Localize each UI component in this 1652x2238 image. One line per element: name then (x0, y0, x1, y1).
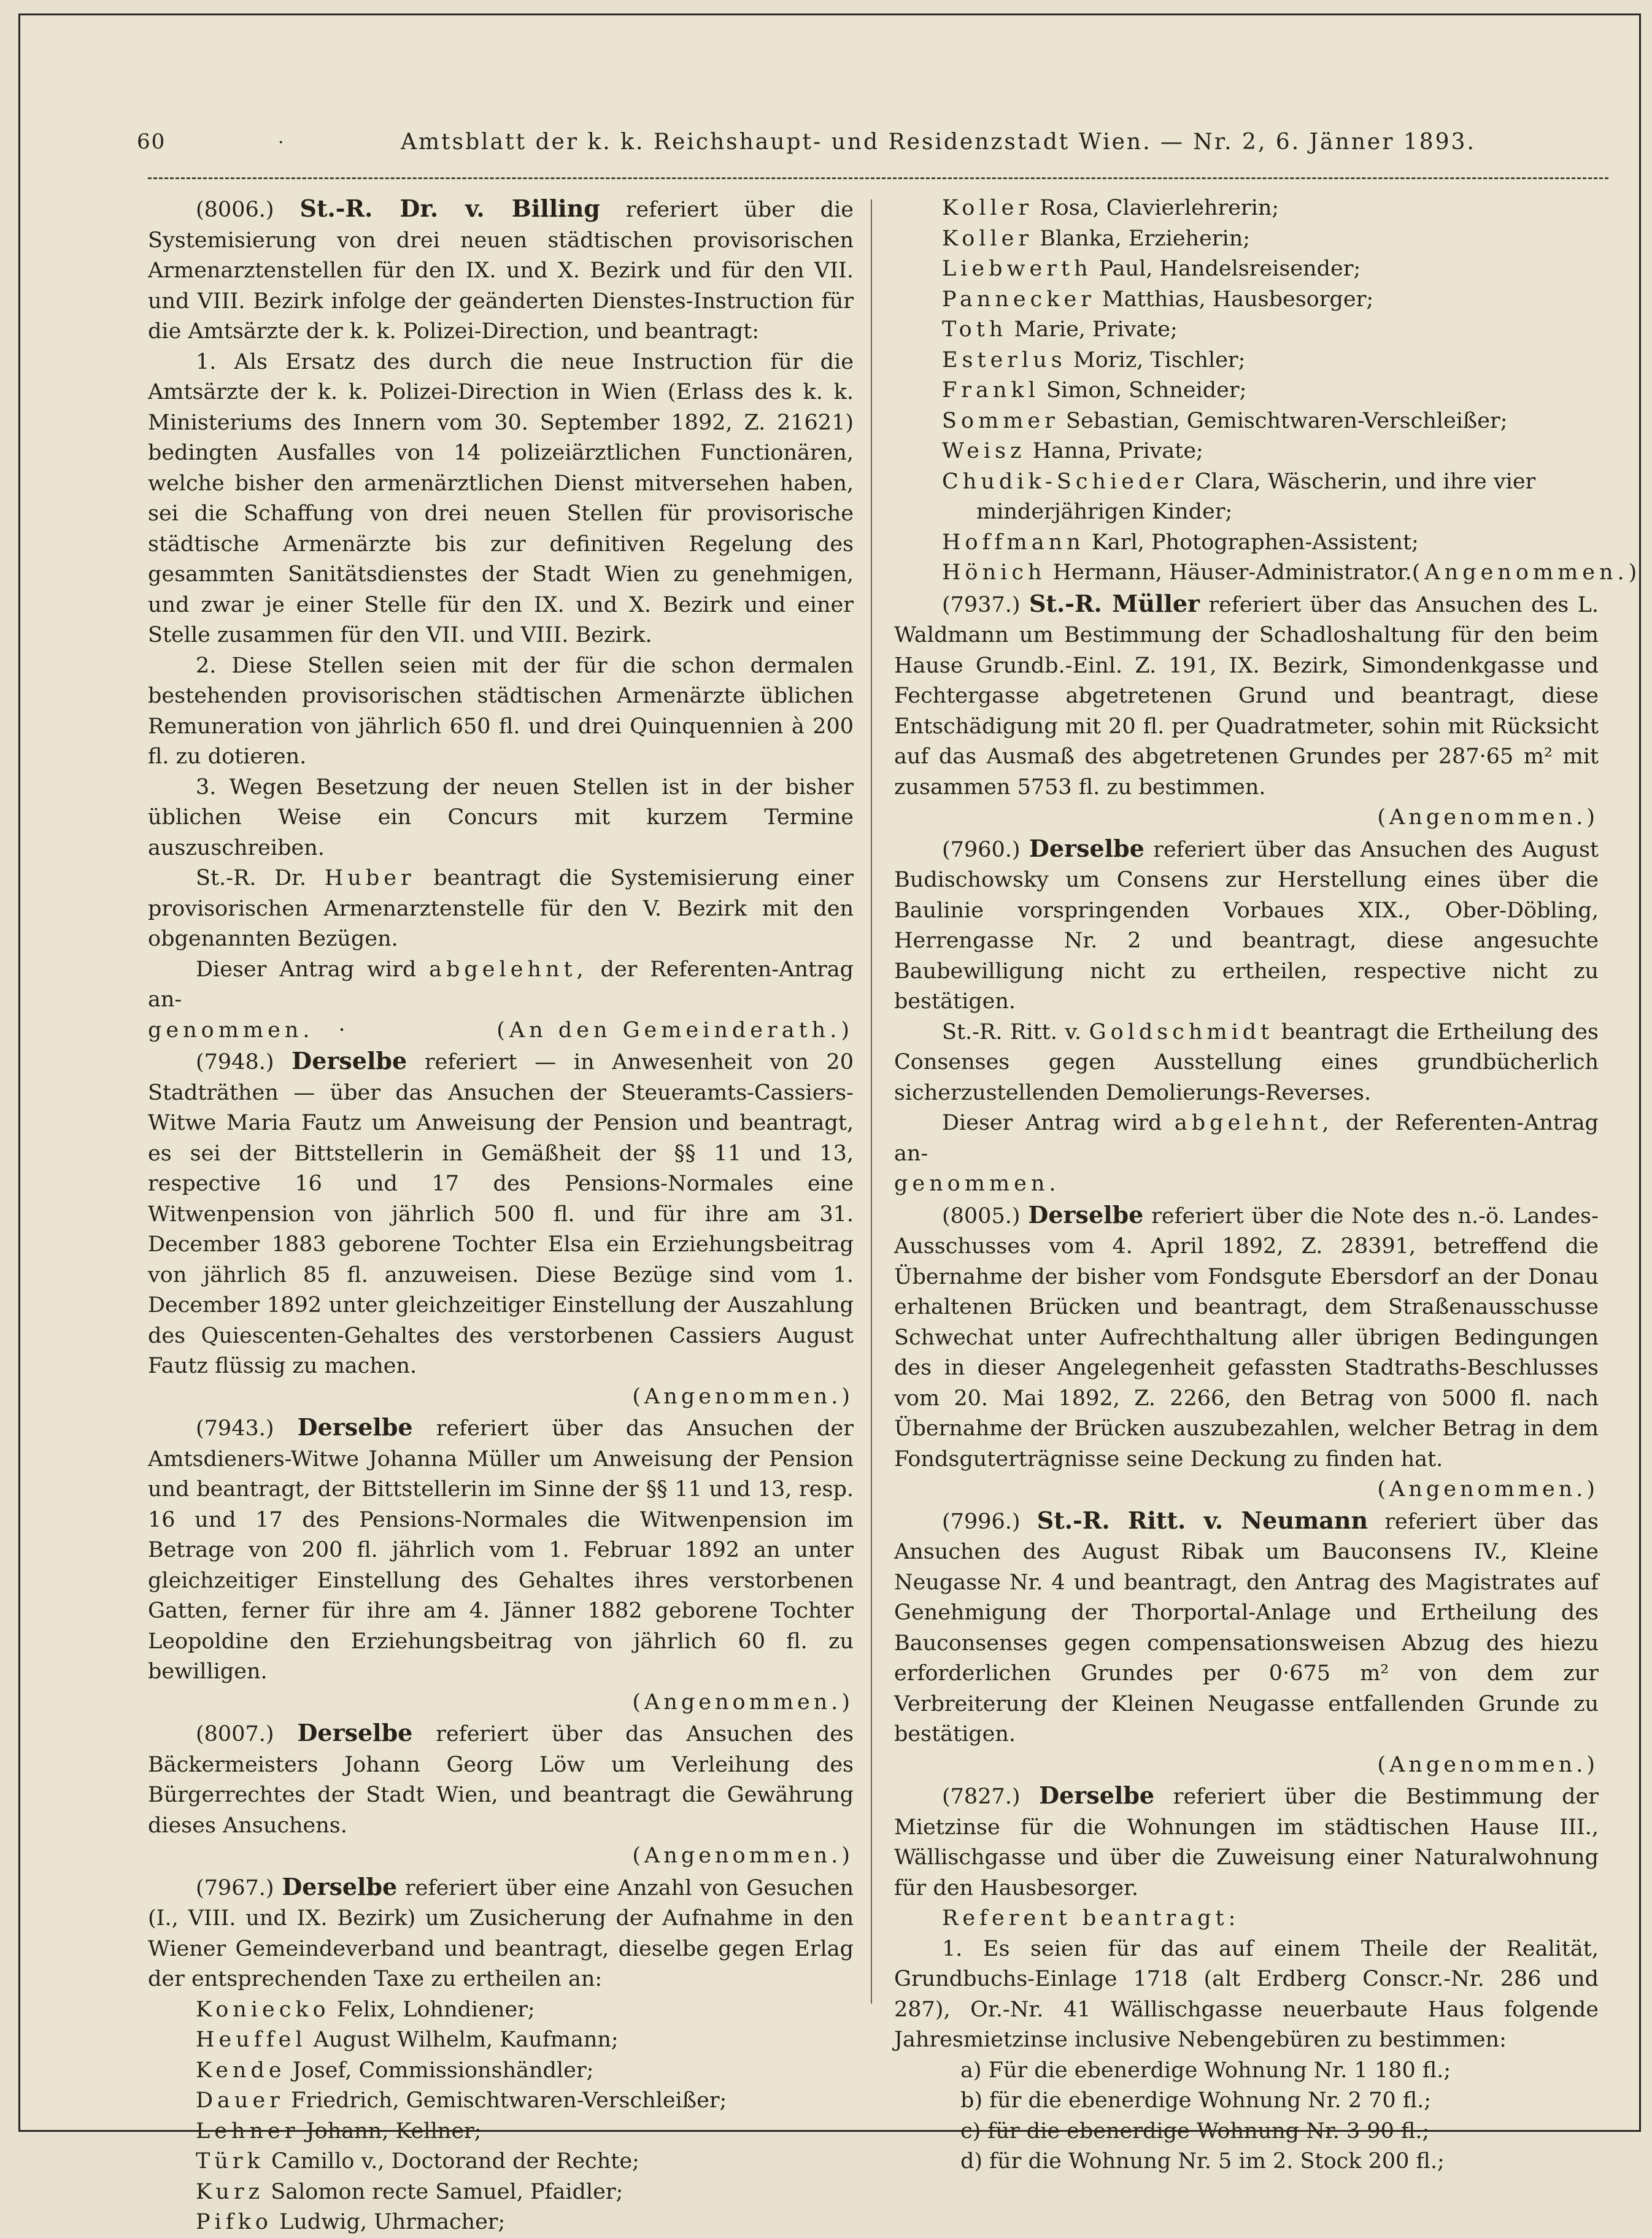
speaker: Derselbe (297, 1719, 413, 1746)
item-8006-point-3: 3. Wegen Besetzung der neuen Stellen ist in der bisher üblichen Weise ein Concurs mit kurzem Termine auszuschreiben. (148, 774, 854, 860)
page-sheet (18, 14, 1642, 2234)
name-entry: Chudik-Schieder Clara, Wäscherin, und ihre vier minderjährigen Kinder; (942, 469, 1536, 524)
speaker: Derselbe (291, 1047, 407, 1075)
item-7943: (7943.) Derselbe referiert über das Ansuchen der Amtsdieners-Witwe Johanna Müller um Anweisung der Pension und beantragt, der Bittstellerin im Sinne der §§ 11 und 13, resp. 16 und 17 des Pensions-Normales die Witwenpension im Betrage von 200 fl. jährlich vom 1. Februar 1892 an unter gleichzeitiger Einstellung des Gehaltes ihres verstorbenen Gatten, ferner für ihre am 4. Jänner 1882 geborene Tochter Leopoldine den Erziehungsbeitrag von jährlich 60 fl. zu bewilligen. (148, 1413, 854, 1684)
names-note: (Angenommen.) (1411, 560, 1642, 585)
name-entry: Sommer Sebastian, Gemischtwaren-Verschleißer; (942, 408, 1508, 433)
item-7937: (7937.) St.-R. Müller referiert über das Ansuchen des L. Waldmann um Bestimmung der Schadloshaltung für den beim Hause Grundb.-Einl. Z. 191, IX. Bezirk, Simondenkgasse und Fechtergasse abgetretenen Grund und beantragt, diese Entschädigung mit 20 fl. per Quadratmeter, sohin mit Rücksicht auf das Ausmaß des abgetretenen Grundes per 287·65 m² mit zusammen 5753 fl. zu bestimmen. (894, 589, 1599, 800)
name-entry: Koller Blanka, Erzieherin; (942, 226, 1251, 251)
rent-entry: a) Für die ebenerdige Wohnung Nr. 1 180 fl.; (960, 2058, 1451, 2083)
name-entry: Kende Josef, Commissionshändler; (196, 2058, 594, 2083)
name-entry: Koller Rosa, Clavierlehrerin; (942, 196, 1280, 220)
item-8007: (8007.) Derselbe referiert über das Ansuchen des Bäckermeisters Johann Georg Löw um Verleihung des Bürgerrechtes der Stadt Wien, und beantragt die Gewährung dieses Ansuchens. (148, 1719, 854, 1838)
speaker: Derselbe (282, 1872, 398, 1900)
name-entry: Liebwerth Paul, Handelsreisender; (942, 257, 1361, 281)
note-7948: (Angenommen.) (632, 1384, 854, 1409)
rent-entry: b) für die ebenerdige Wohnung Nr. 2 70 fl.; (960, 2088, 1432, 2113)
item-8006-point-1: 1. Als Ersatz des durch die neue Instruction für die Amtsärzte der k. k. Polizei-Direction in Wien (Erlass des k. k. Ministeriums des Innern vom 30. September 1892, Z. 21621) bedingten Ausfalles von 14 polizeiärztlichen Functionären, welche bisher den armenärztlichen Dienst mitversehen haben, sei die Schaffung von drei neuen Stellen für provisorische städtische Armenärzte bis zur definitiven Regelung des gesammten Sanitätsdienstes der Stadt Wien zu genehmigen, und zwar je einer Stelle für den IX. und X. Bezirk und einer Stelle zusammen für den VII. und VIII. Bezirk. (148, 349, 854, 647)
item-8006: (8006.) St.-R. Dr. v. Billing referiert über die Systemisierung von drei neuen städtischen provisorischen Armenarztenstellen für den IX. und X. Bezirk und für den VII. und VIII. Bezirk infolge der geänderten Dienstes-Instruction für die Amtsärzte der k. k. Polizei-Direction, und beantragt: (148, 195, 854, 344)
note-8007: (Angenommen.) (632, 1843, 854, 1868)
item-8006-point-2: 2. Diese Stellen seien mit der für die schon dermalen bestehenden provisorischen städtischen Armenärzte üblichen Remuneration von jährlich 650 fl. und drei Quinquennien à 200 fl. zu dotieren. (148, 653, 854, 769)
column-divider (871, 199, 872, 2004)
name-entry: Esterlus Moriz, Tischler; (942, 347, 1246, 372)
note-7937: (Angenommen.) (1377, 805, 1599, 830)
speaker: St.-R. Dr. v. Billing (299, 195, 600, 222)
item-7996: (7996.) St.-R. Ritt. v. Neumann referiert über das Ansuchen des August Ribak um Bauconsens IV., Kleine Neugasse Nr. 4 und beantragt, den Antrag des Magistrates auf Genehmigung der Thorportal-Anlage und Ertheilung des Bauconsenses gegen compensationsweisen Abzug des hiezu erforderlichen Grundes per 0·675 m² von dem zur Verbreiterung der Kleinen Neugasse entfallenden Grunde zu bestätigen. (894, 1506, 1599, 1746)
goldschmidt-motion: St.-R. Ritt. v. Goldschmidt beantragt die Ertheilung des Consenses gegen Ausstellung eines grundbücherlich sicherzustellenden Demolierungs-Reverses. (894, 1019, 1599, 1105)
huber-motion: St.-R. Dr. Huber beantragt die Systemisierung einer provisorischen Armenarztenstelle für den V. Bezirk mit den obgenannten Bezügen. (148, 866, 854, 951)
name-entry: Türk Camillo v., Doctorand der Rechte; (196, 2149, 639, 2174)
decision: Dieser Antrag wird abgelehnt, der Referenten-Antrag an- (148, 957, 854, 1012)
name-entry: Hönich Hermann, Häuser-Administrator. (Angenommen.) (894, 558, 1599, 588)
name-entry: Heuffel August Wilhelm, Kaufmann; (196, 2028, 619, 2052)
rent-entry: d) für die Wohnung Nr. 5 im 2. Stock 200 fl.; (960, 2149, 1445, 2174)
name-entry: Pannecker Matthias, Hausbesorger; (942, 287, 1374, 312)
speaker: St.-R. Ritt. v. Neumann (1036, 1506, 1368, 1534)
item-8005: (8005.) Derselbe referiert über die Note des n.-ö. Landes-Ausschusses vom 4. April 1892, Z. 28391, betreffend die Übernahme der bisher vom Fondsgute Ebersdorf an der Donau erhaltenen Brücken und beantragt, dem Straßenausschusse Schwechat unter Aufrechthaltung aller übrigen Bedingungen des in dieser Angelegenheit gefassten Stadtraths-Beschlusses vom 20. Mai 1892, Z. 2266, den Betrag von 5000 fl. nach Übernahme der Brücken auszubezahlen, welcher Betrag in dem Fondsguterträgnisse seine Deckung zu finden hat. (894, 1200, 1599, 1472)
decision-note: (An den Gemeinderath.) (496, 1017, 854, 1043)
name-entry: Hoffmann Karl, Photographen-Assistent; (942, 530, 1419, 555)
decision-end: genommen. · (An den Gemeinderath.) (148, 1016, 854, 1046)
decision: Dieser Antrag wird abgelehnt, der Referenten-Antrag an- (894, 1111, 1599, 1166)
name-entry: Pifko Ludwig, Uhrmacher; (196, 2210, 506, 2234)
speaker: Derselbe (1028, 1200, 1144, 1229)
header-rule (148, 177, 1608, 179)
name-entry: Weisz Hanna, Private; (942, 439, 1203, 463)
note-8005: (Angenommen.) (1377, 1477, 1599, 1502)
item-7960: (7960.) Derselbe referiert über das Ansuchen des August Budischowsky um Consens zur Herstellung eines über die Baulinie vorspringenden Vorbaues XIX., Ober-Döbling, Herrengasse Nr. 2 und beantragt, diese angesuchte Baubewilligung nicht zu ertheilen, respective nicht zu bestätigen. (894, 834, 1599, 1014)
item-7827: (7827.) Derselbe referiert über die Bestimmung der Mietzinse für die Wohnungen im städtischen Hause III., Wällischgasse und über die Zuweisung einer Naturalwohnung für den Hausbesorger. (894, 1781, 1599, 1900)
speaker: Derselbe (1039, 1781, 1155, 1809)
speaker: Derselbe (1029, 834, 1144, 862)
journal-title: Amtsblatt der k. k. Reichshaupt- und Residenzstadt Wien. — Nr. 2, 6. Jänner 1893. (401, 129, 1476, 155)
name-entry: Frankl Simon, Schneider; (942, 378, 1247, 403)
name-entry: Dauer Friedrich, Gemischtwaren-Verschleißer; (196, 2088, 727, 2113)
item-7827-point-1: 1. Es seien für das auf einem Theile der Realität, Grundbuchs-Einlage 1718 (alt Erdberg Conscr.-Nr. 286 und 287), Or.-Nr. 41 Wällischgasse neuerbaute Haus folgende Jahresmietzinse inclusive Nebengebüren zu bestimmen: (894, 1936, 1599, 2052)
left-column (148, 193, 854, 2238)
speaker: Derselbe (297, 1413, 413, 1441)
item-7967: (7967.) Derselbe referiert über eine Anzahl von Gesuchen (I., VIII. und IX. Bezirk) um Zusicherung der Aufnahme in den Wiener Gemeindeverband und beantragt, dieselbe gegen Erlag der entsprechenden Taxe zu ertheilen an: (148, 1872, 854, 1991)
item-7948: (7948.) Derselbe referiert — in Anwesenheit von 20 Stadträthen — über das Ansuchen der Steueramts-Cassiers-Witwe Maria Fautz um Anweisung der Pension und beantragt, es sei der Bittstellerin in Gemäßheit der §§ 11 und 13, respective 16 und 17 des Pensions-Normales eine Witwenpension von jährlich 500 fl. und für ihre am 31. December 1883 geborene Tochter Elsa ein Erziehungsbeitrag von jährlich 85 fl. anzuweisen. Diese Bezüge sind vom 1. December 1892 unter gleichzeitiger Einstellung der Auszahlung des Quiescenten-Gehaltes des verstorbenen Cassiers August Fautz flüssig zu machen. (148, 1047, 854, 1378)
name-entry: Kurz Salomon recte Samuel, Pfaidler; (196, 2179, 623, 2204)
page-header (20, 15, 1643, 155)
name-entry: Toth Marie, Private; (942, 317, 1178, 342)
name-entry: Koniecko Felix, Lohndiener; (196, 1997, 535, 2022)
decision-end: genommen. (894, 1171, 1060, 1196)
referent-heading: Referent beantragt: (942, 1906, 1240, 1931)
rent-entry: c) für die ebenerdige Wohnung Nr. 3 90 fl.; (960, 2118, 1430, 2143)
note-7996: (Angenommen.) (1377, 1752, 1599, 1777)
right-column (894, 193, 1642, 2177)
speaker: St.-R. Müller (1029, 589, 1200, 617)
name-entry: Lehner Johann, Kellner; (196, 2118, 482, 2143)
page-number: 60 (137, 129, 166, 154)
header-dot: · (278, 132, 284, 153)
note-7943: (Angenommen.) (632, 1689, 854, 1715)
